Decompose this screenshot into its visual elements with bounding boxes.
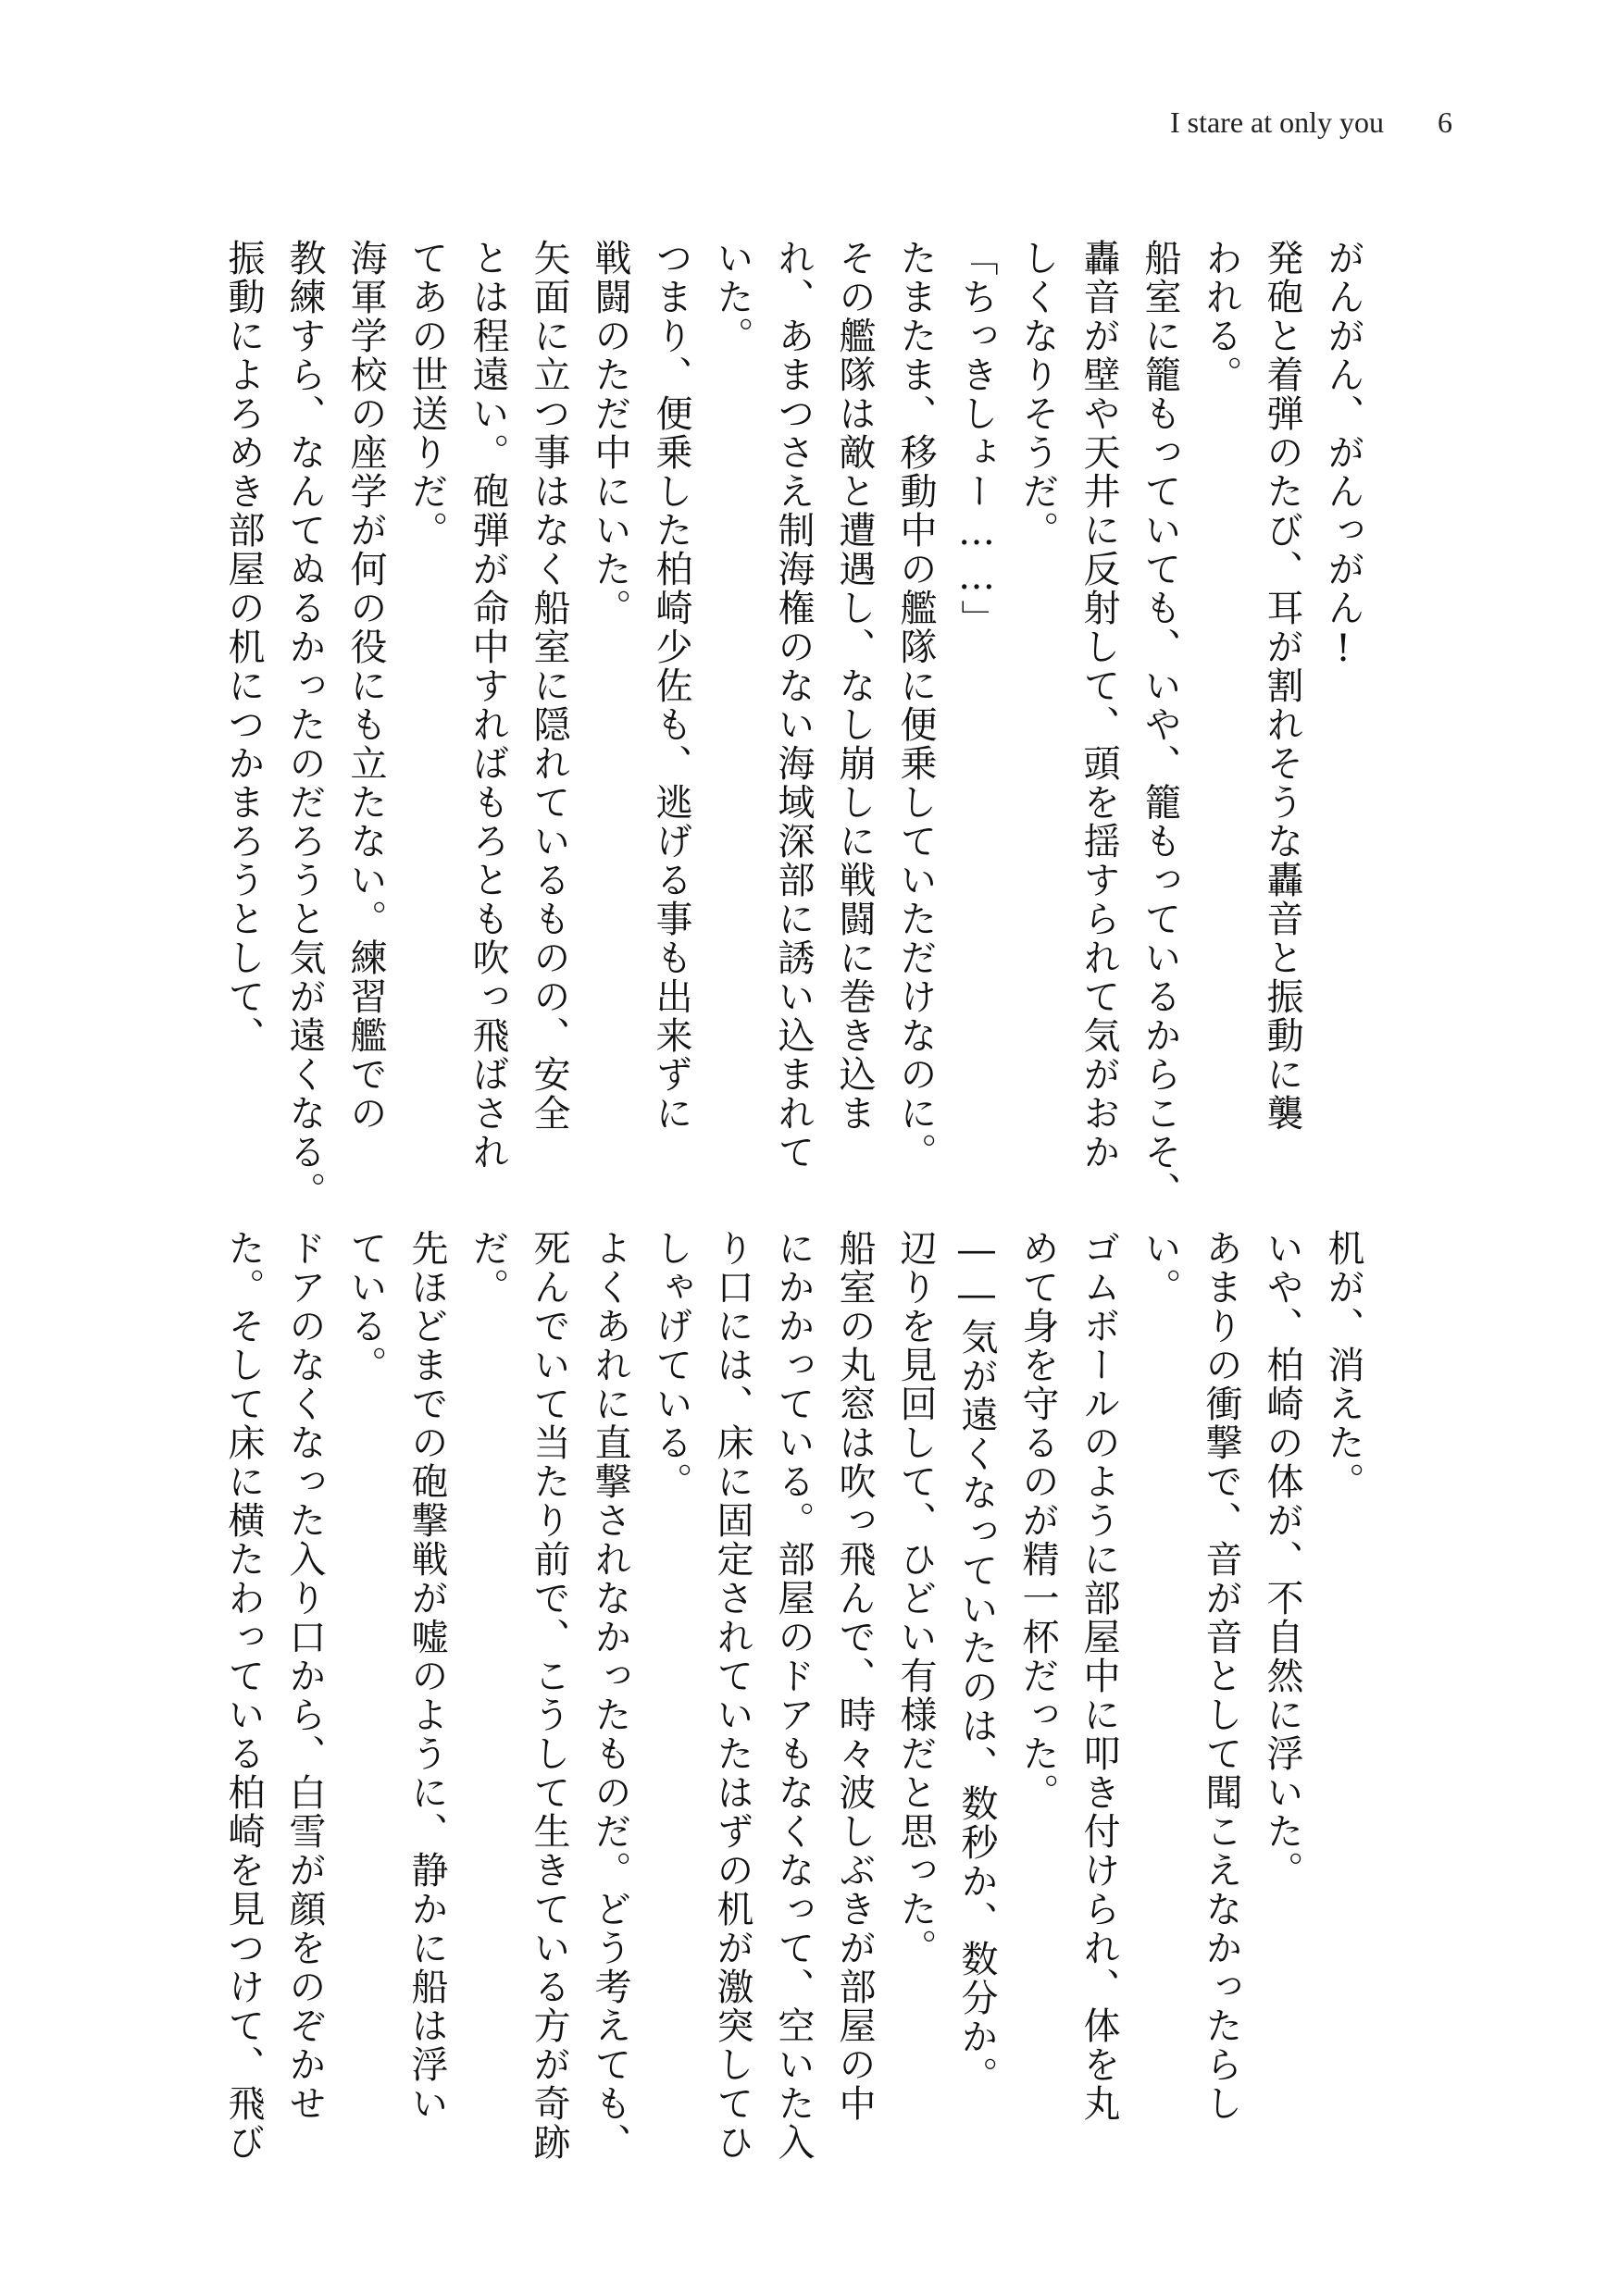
text-line: ている。: [344, 1229, 387, 1384]
text-line: 机が、消えた。: [1322, 1229, 1364, 1501]
text-line: しくなりそうだ。: [1016, 239, 1059, 550]
page-header: [1170, 100, 1452, 144]
text-line: がんがん、がんっがん!: [1322, 239, 1364, 672]
text-line: り口には、床に固定されていたはずの机が激突してひ: [711, 1229, 753, 2162]
text-line: 海軍学校の座学が何の役にも立たない。練習艦での: [344, 239, 387, 1133]
text-line: れ、あまつさえ制海権のない海域深部に誘い込まれて: [772, 239, 815, 1172]
text-line: めて身を守るのが精一杯だった。: [1016, 1229, 1059, 1812]
text-line: ――気が遠くなっていたのは、数秒か、数分か。: [955, 1229, 998, 2095]
text-line: た。そして床に横たわっている柏崎を見つけて、飛び: [222, 1229, 265, 2162]
text-line: いや、柏崎の体が、不自然に浮いた。: [1261, 1229, 1303, 1890]
text-block-top: [213, 239, 1374, 1210]
text-line: 矢面に立つ事はなく船室に隠れているものの、安全: [528, 239, 570, 1133]
text-line: い。: [1139, 1229, 1181, 1307]
text-line: 振動によろめき部屋の机につかまろうとして、: [222, 239, 265, 1055]
text-line: その艦隊は敵と遭遇し、なし崩しに戦闘に巻き込ま: [833, 239, 876, 1133]
text-line: 船室の丸窓は吹っ飛んで、時々波しぶきが部屋の中: [833, 1229, 876, 2123]
text-line: 辺りを見回して、ひどい有様だと思った。: [894, 1229, 937, 1967]
text-line: にかかっている。部屋のドアもなくなって、空いた入: [772, 1229, 815, 2162]
text-line: よくあれに直撃されなかったものだ。どう考えても、: [589, 1229, 631, 2162]
text-line: 発砲と着弾のたび、耳が割れそうな轟音と振動に襲: [1261, 239, 1303, 1133]
text-line: たまたま、移動中の艦隊に便乗していただけなのに。: [894, 239, 937, 1172]
text-line: 轟音が壁や天井に反射して、頭を揺すられて気がおか: [1077, 239, 1120, 1172]
text-line: つまり、便乗した柏崎少佐も、逃げる事も出来ずに: [650, 239, 692, 1133]
text-line: 船室に籠もっていても、いや、籠もっているからこそ、: [1139, 239, 1181, 1210]
text-line: とは程遠い。砲弾が命中すればもろとも吹っ飛ばされ: [467, 239, 509, 1172]
text-line: しゃげている。: [650, 1229, 692, 1501]
text-line: 死んでいて当たり前で、こうして生きている方が奇跡: [528, 1229, 570, 2162]
text-line: あまりの衝撃で、音が音として聞こえなかったらし: [1200, 1229, 1242, 2123]
text-line: 先ほどまでの砲撃戦が嘘のように、静かに船は浮い: [405, 1229, 448, 2123]
text-block-bottom: [213, 1229, 1374, 2162]
text-line: 教練すら、なんてぬるかったのだろうと気が遠くなる。: [283, 239, 326, 1210]
page-number: 6: [1438, 105, 1452, 139]
text-line: いた。: [711, 239, 753, 355]
text-line: だ。: [467, 1229, 509, 1307]
text-line: われる。: [1200, 239, 1242, 394]
running-title: I stare at only you: [1169, 105, 1384, 139]
text-line: 「ちっきしょー……」: [955, 239, 998, 639]
text-line: ドアのなくなった入り口から、白雪が顔をのぞかせ: [283, 1229, 326, 2123]
text-line: ゴムボールのように部屋中に叩き付けられ、体を丸: [1077, 1229, 1120, 2123]
text-line: てあの世送りだ。: [405, 239, 448, 550]
text-line: 戦闘のただ中にいた。: [589, 239, 631, 627]
